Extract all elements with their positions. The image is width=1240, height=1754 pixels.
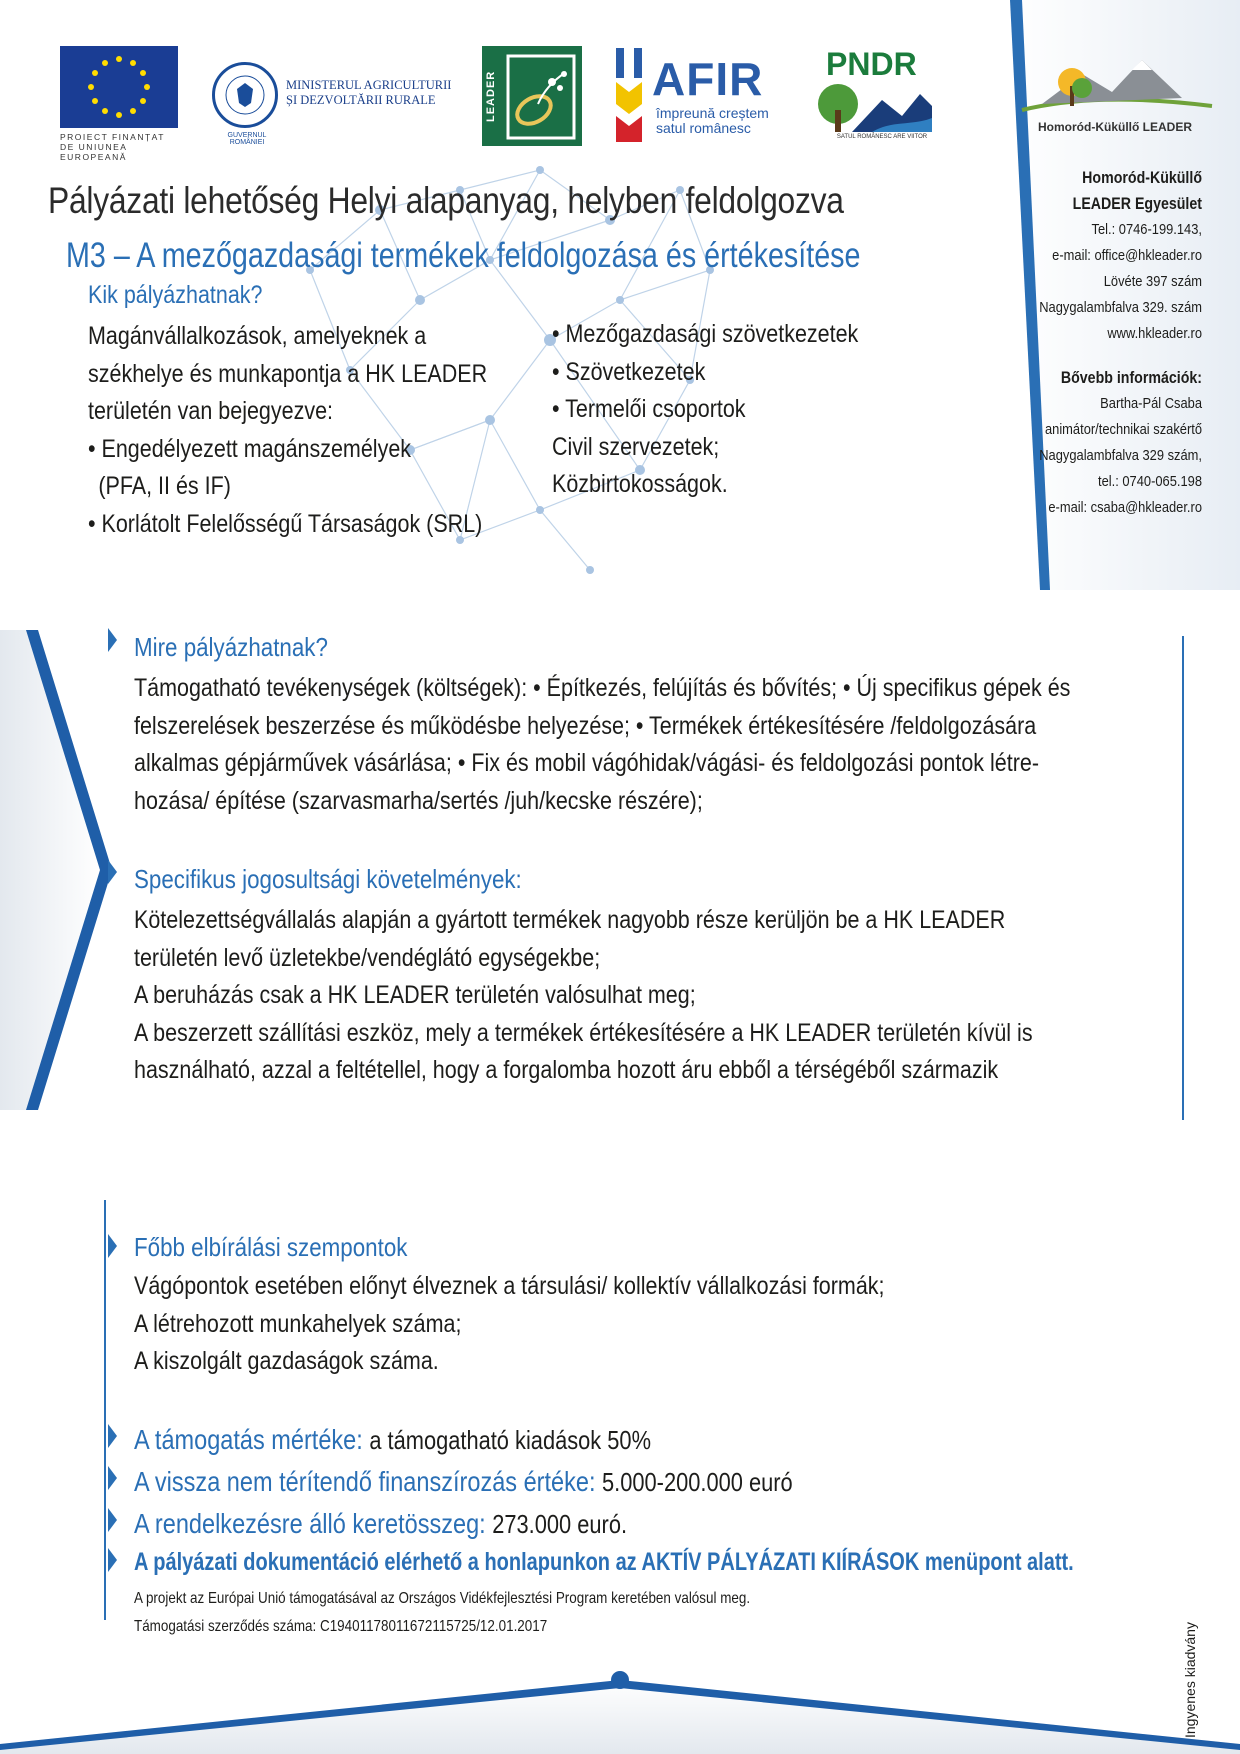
list-item: Közbirtokosságok.	[552, 470, 728, 498]
bottom-wave-decoration	[0, 1660, 1240, 1754]
list-item: Magánvállalkozások, amelyeknek a	[88, 322, 427, 350]
ministry-name-line2: ȘI DEZVOLTĂRII RURALE	[286, 93, 436, 107]
eu-funding-note: A projekt az Európai Unió támogatásával az Országos Vidékfejlesztési Program keretében valósul meg.	[134, 1590, 751, 1607]
list-item: • Korlátolt Felelősségű Társaságok (SRL)	[88, 509, 483, 538]
chevron-right-icon	[108, 628, 117, 652]
list-item: • Mezőgazdasági szövetkezetek	[552, 320, 859, 348]
text-line: felszerelések beszerzése és működésbe helyezése; • Termékek értékesítésére /feldolgozására	[134, 711, 1037, 740]
available-budget-line	[134, 1508, 627, 1540]
text-line: Kötelezettségvállalás alapján a gyártott termékek nagyobb része kerüljön be a HK LEADER	[134, 906, 1006, 934]
contact-role: animátor/technikai szakértő	[1044, 421, 1202, 438]
leader-logo	[482, 46, 582, 146]
afir-tagline-line1: împreună creștem	[656, 105, 769, 121]
eu-caption: PROIECT FINANȚAT DE UNIUNEA EUROPEANĂ	[60, 132, 165, 162]
text-line: A beszerzett szállítási eszköz, mely a termékek értékesítésére a HK LEADER területén kívül is	[134, 1018, 1033, 1047]
list-item: területén van bejegyezve:	[88, 397, 334, 425]
criteria-text	[134, 1268, 1080, 1381]
afir-emblem-icon	[612, 46, 646, 146]
ministry-name	[286, 78, 451, 108]
leader-wordmark: LEADER	[485, 70, 497, 122]
criteria-heading: Főbb elbírálási szempontok	[134, 1232, 408, 1262]
government-seal-icon	[212, 62, 278, 128]
afir-tagline	[656, 106, 769, 136]
chevron-right-icon	[108, 1466, 117, 1490]
pndr-landscape-icon	[812, 80, 932, 134]
ministry-logo	[212, 62, 452, 146]
grant-value-line	[134, 1466, 793, 1498]
list-item: (PFA, II és IF)	[98, 472, 231, 500]
more-info-heading: Bővebb információk:	[1060, 369, 1202, 387]
documentation-note: A pályázati dokumentáció elérhető a honlapunkon az AKTÍV PÁLYÁZATI KIÍRÁSOK menüpont alatt.	[134, 1548, 1074, 1576]
section-divider-left	[104, 1200, 106, 1620]
text-line: használható, azzal a feltétellel, hogy a forgalomba hozott áru ebből a térségéből származik	[134, 1056, 999, 1084]
afir-wordmark: AFIR	[652, 53, 764, 105]
text-line: Támogatható tevékenységek (költségek): • Építkezés, felújítás és bővítés; • Új specifikus gépek és	[134, 674, 1071, 702]
hk-leader-logo-caption: Homoród-Küküllő LEADER	[1038, 120, 1192, 134]
page-title: Pályázati lehetőség Helyi alapanyag, helyben feldolgozva	[48, 180, 844, 221]
eu-logo	[60, 46, 180, 162]
afir-logo	[612, 46, 772, 146]
pndr-wordmark: PNDR	[826, 46, 917, 82]
org-address1: Lövéte 397 szám	[1103, 273, 1202, 290]
contact-person: Bartha-Pál Csaba	[1100, 395, 1202, 412]
what-can-apply-heading: Mire pályázhatnak?	[134, 632, 328, 662]
contact-person-phone: tel.: 0740-065.198	[1097, 473, 1202, 490]
chevron-right-icon	[108, 1508, 117, 1532]
text-line: területén levő üzletekbe/vendéglátó egységekbe;	[134, 943, 601, 972]
text-line: A létrehozott munkahelyek száma;	[134, 1309, 462, 1338]
hk-leader-logo-icon	[1012, 40, 1222, 120]
available-budget-label: A rendelkezésre álló keretösszeg:	[134, 1508, 486, 1539]
pndr-caption: SATUL ROMÂNESC ARE VIITOR	[836, 134, 928, 140]
list-item: • Engedélyezett magánszemélyek	[88, 434, 412, 463]
eu-flag-icon	[60, 46, 178, 128]
support-rate-value: a támogatható kiadások 50%	[369, 1425, 652, 1455]
text-line: A beruházás csak a HK LEADER területén valósulhat meg;	[134, 981, 696, 1009]
contract-number: Támogatási szerződés száma: C19401178011672115725/12.01.2017	[134, 1618, 548, 1635]
org-address2: Nagygalambfalva 329. szám	[1039, 299, 1202, 316]
support-rate-line	[134, 1424, 651, 1456]
org-email: e-mail: office@hkleader.ro	[1052, 247, 1202, 264]
text-line: A kiszolgált gazdaságok száma.	[134, 1347, 439, 1375]
who-can-apply-heading: Kik pályázhatnak?	[88, 281, 263, 309]
org-website: www.hkleader.ro	[1107, 325, 1202, 342]
list-item: székhelye és munkapontja a HK LEADER	[88, 359, 488, 388]
org-name-line1: Homoród-Küküllő	[1082, 169, 1202, 187]
grant-value-amount: 5.000-200.000 euró	[602, 1467, 793, 1497]
chevron-right-icon	[108, 1234, 117, 1258]
ministry-name-line1: MINISTERUL AGRICULTURII	[286, 78, 452, 92]
eligibility-heading: Specifikus jogosultsági követelmények:	[134, 864, 522, 894]
grant-value-label: A vissza nem térítendő finanszírozás értéke:	[134, 1466, 596, 1497]
contact-block	[978, 165, 1202, 521]
list-item: Civil szervezetek;	[552, 432, 720, 461]
what-can-apply-text	[134, 670, 1183, 820]
text-line: alkalmas gépjárművek vásárlása; • Fix és mobil vágóhidak/vágási- és feldolgozási pontok létre-	[134, 749, 1039, 777]
chevron-right-icon	[108, 860, 117, 884]
list-item: • Termelői csoportok	[552, 395, 746, 423]
who-can-apply-right-list	[552, 316, 913, 504]
eligibility-text	[134, 902, 1183, 1090]
page-subtitle: M3 – A mezőgazdasági termékek feldolgozása és értékesítése	[66, 236, 861, 275]
ministry-seal-text: GUVERNUL ROMÂNIEI	[227, 132, 267, 146]
leader-emblem-icon	[504, 54, 578, 140]
chevron-right-icon	[108, 1548, 117, 1572]
available-budget-amount: 273.000 euró.	[492, 1509, 628, 1539]
afir-tagline-line2: satul românesc	[656, 120, 751, 136]
contact-person-email: e-mail: csaba@hkleader.ro	[1048, 499, 1202, 516]
pndr-logo	[812, 46, 932, 146]
org-name-line2: LEADER Egyesület	[1072, 195, 1202, 213]
contact-person-address: Nagygalambfalva 329 szám,	[1039, 447, 1202, 464]
support-rate-label: A támogatás mértéke:	[134, 1424, 363, 1455]
org-phone: Tel.: 0746-199.143,	[1091, 221, 1202, 238]
text-line: Vágópontok esetében előnyt élveznek a társulási/ kollektív vállalkozási formák;	[134, 1272, 885, 1300]
chevron-right-icon	[108, 1424, 117, 1448]
free-publication-label: Ingyenes kiadvány	[1182, 1622, 1198, 1738]
list-item: • Szövetkezetek	[552, 357, 706, 386]
who-can-apply-left-list	[88, 318, 492, 543]
text-line: hozása/ építése (szarvasmarha/sertés /juh/kecske részére);	[134, 786, 703, 815]
